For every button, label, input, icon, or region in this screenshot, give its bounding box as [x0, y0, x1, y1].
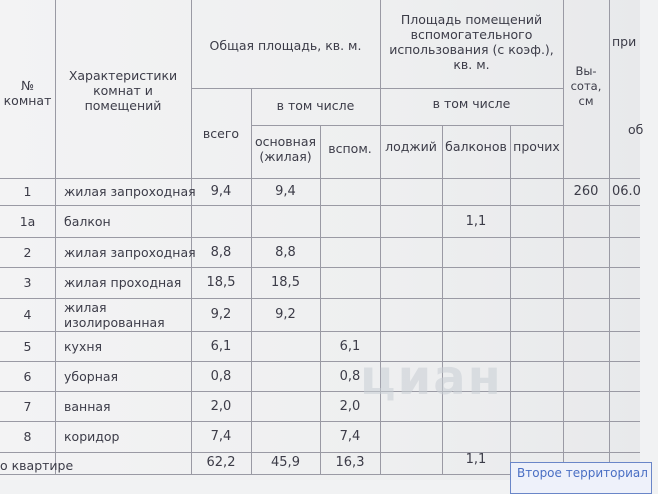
header-aux: вспом.	[328, 141, 372, 156]
grid-line	[0, 267, 640, 268]
header-total: всего	[202, 126, 240, 141]
header-right-mid: об	[628, 122, 644, 137]
header-loggias: лоджий	[385, 139, 437, 154]
area-aux: 6,1	[339, 338, 361, 354]
grid-line	[0, 331, 640, 332]
header-other: прочих	[513, 139, 560, 154]
area-total: 8,8	[210, 244, 232, 260]
area-total: 9,2	[210, 307, 232, 322]
grid-line	[191, 88, 563, 89]
area-main: 8,8	[275, 244, 296, 260]
room-number: 1а	[19, 213, 36, 229]
area-total: 7,4	[210, 429, 232, 444]
header-height: Вы- сота, см	[570, 64, 602, 108]
area-balcony: 1,1	[465, 213, 487, 229]
room-name: жилая изолированная	[64, 299, 165, 330]
header-in-total: в том числе	[276, 98, 355, 113]
room-number: 5	[23, 338, 32, 354]
footer-main: 45,9	[271, 455, 300, 470]
area-main: 18,5	[271, 275, 300, 290]
header-room-no: № комнат	[3, 78, 52, 108]
room-name: балкон	[64, 213, 111, 229]
grid-line	[0, 391, 640, 392]
room-number: 1	[23, 184, 32, 199]
room-number: 6	[23, 368, 32, 384]
header-total-area: Общая площадь, кв. м.	[209, 38, 362, 53]
area-aux: 7,4	[339, 429, 361, 444]
grid-line	[251, 125, 563, 126]
footer-aux: 16,3	[335, 455, 365, 470]
room-number: 2	[23, 244, 32, 260]
grid-line	[0, 178, 640, 179]
area-total: 0,8	[210, 368, 232, 384]
room-number: 4	[23, 307, 32, 322]
header-aux-area: Площадь помещений вспомогательного использования (с коэф.), кв. м.	[389, 12, 554, 72]
room-name: ванная	[64, 398, 111, 414]
area-aux: 2,0	[339, 398, 361, 414]
footer-label: о квартире	[0, 458, 74, 473]
header-balconies: балконов	[445, 139, 507, 154]
room-name: жилая запроходная	[64, 244, 196, 260]
room-number: 8	[23, 429, 32, 444]
room-name: коридор	[64, 429, 120, 444]
header-right-top: при	[612, 34, 637, 49]
room-name: кухня	[64, 338, 103, 354]
grid-line	[0, 361, 640, 362]
grid-line	[0, 452, 640, 453]
area-total: 2,0	[210, 398, 232, 414]
grid-line	[0, 237, 640, 238]
height-value: 260	[573, 184, 599, 199]
area-main: 9,2	[275, 307, 296, 322]
area-total: 9,4	[210, 184, 232, 199]
extra-value: 06.0	[612, 184, 641, 199]
area-main: 9,4	[275, 184, 296, 199]
footer-balcony: 1,1	[465, 452, 487, 467]
room-name: жилая проходная	[64, 275, 182, 290]
room-number: 7	[23, 398, 32, 414]
room-name: уборная	[64, 368, 119, 384]
header-characteristics: Характеристики комнат и помещений	[68, 68, 178, 113]
area-total: 18,5	[206, 275, 236, 290]
stamp	[510, 462, 652, 494]
area-aux: 0,8	[339, 368, 361, 384]
watermark-text: циан	[360, 350, 503, 406]
header-in-aux: в том числе	[432, 96, 511, 111]
area-total: 6,1	[210, 338, 232, 354]
grid-line	[0, 421, 640, 422]
header-main: основная (жилая)	[254, 134, 317, 164]
grid-line	[0, 205, 640, 206]
room-name: жилая запроходная	[64, 184, 196, 199]
room-number: 3	[23, 275, 32, 290]
footer-total: 62,2	[206, 455, 236, 470]
stamp-text: Второе территориал	[517, 466, 648, 480]
